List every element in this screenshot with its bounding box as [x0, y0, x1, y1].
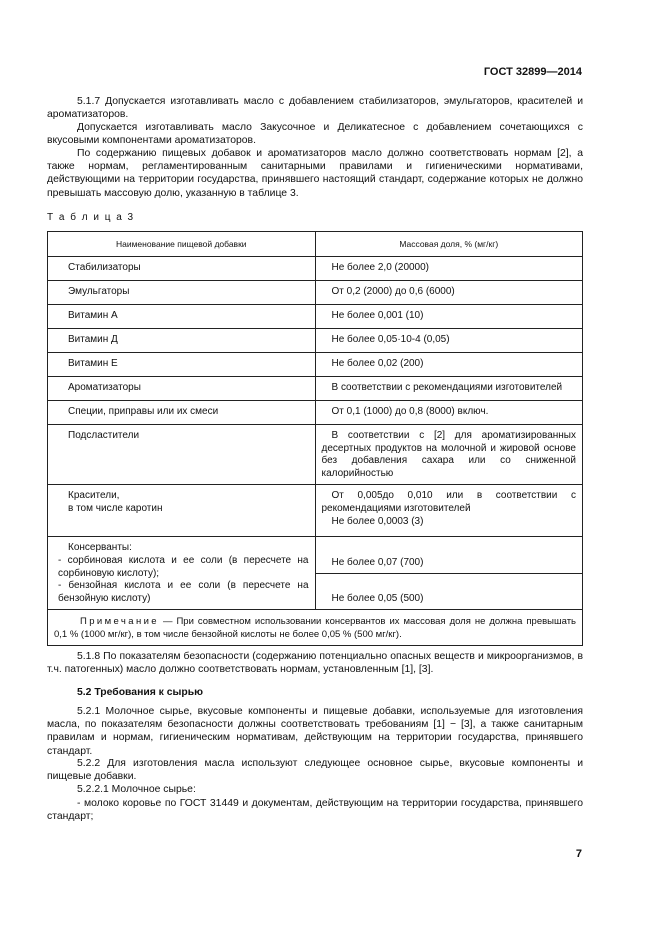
table-header-row [48, 232, 583, 257]
additive-name [48, 537, 316, 610]
additive-value: В соответствии с рекомендациями изготовителей [315, 377, 583, 401]
table-row [48, 257, 583, 281]
carotene-value: Не более 0,0003 (3) [331, 515, 424, 527]
colorants-value: От 0,005до 0,010 или в соответствии с рекомендациями изготовителей [321, 490, 576, 514]
additive-value: Не более 2,0 (20000) [315, 257, 583, 281]
carotene-label: в том числе каротин [68, 502, 163, 514]
table-row-colorants [48, 485, 583, 537]
paragraph-5-1-8: 5.1.8 По показателям безопасности (содержанию потенциально опасных веществ и микроорганизмов, в т.ч. патогенных) масло должно соответствовать нормам, установленным [1], [3]. [47, 651, 583, 676]
additives-table [47, 231, 583, 646]
benzoic-acid-value: Не более 0,05 (500) [315, 574, 583, 610]
additive-name: Витамин А [48, 305, 316, 329]
table-row [48, 401, 583, 425]
table-note-row [48, 610, 583, 646]
table-row [48, 377, 583, 401]
table-row [48, 329, 583, 353]
additive-name [48, 485, 316, 537]
additive-value: Не более 0,05·10-4 (0,05) [315, 329, 583, 353]
document-header: ГОСТ 32899—2014 [483, 66, 582, 78]
table-row [48, 353, 583, 377]
additive-name: Специи, приправы или их смеси [48, 401, 316, 425]
paragraph-5-2-2-1-item: - молоко коровье по ГОСТ 31449 и документам, действующим на территории государства, принявшего стандарт; [47, 798, 583, 823]
additive-value: От 0,2 (2000) до 0,6 (6000) [315, 281, 583, 305]
table-row [48, 281, 583, 305]
additive-name: Витамин Д [48, 329, 316, 353]
colorants-label: Красители, [68, 490, 120, 502]
col-header-additive: Наименование пищевой добавки [48, 232, 316, 257]
paragraph-5-2-2-1: 5.2.2.1 Молочное сырье: [77, 784, 196, 795]
sorbic-acid-label: - сорбиновая кислота и ее соли (в пересчете на сорбиновую кислоту); [58, 554, 309, 579]
paragraph-5-2-2: 5.2.2 Для изготовления масла используют следующее основное сырье, вкусовые компоненты и пищевые добавки. [47, 758, 583, 783]
table-note [48, 610, 583, 646]
table-row [48, 305, 583, 329]
preservatives-label: Консерванты: [68, 542, 132, 554]
paragraph-5-1-7-c: По содержанию пищевых добавок и ароматизаторов масло должно соответствовать нормам [2], а также нормам, регламентированным санитарными правилами и гигиеническими нормативами, действующими на территории государства, принявшего настоящий стандарт, содержание которых не должно превышать массовую долю, указанную в таблице 3. [47, 148, 583, 199]
additive-value: В соответствии с [2] для ароматизированных десертных продуктов на молочной и жировой основе без добавления сахара или со сниженной калорийностью [315, 425, 583, 485]
paragraph-5-2-1: 5.2.1 Молочное сырье, вкусовые компоненты и пищевые добавки, используемые для изготовления масла, по показателям безопасности должны соответствовать требованиям [1] − [3], а также санитарным правилам и нормам, гигиеническим нормативам, действующим на территории государства, принявшего стандарт. [47, 706, 583, 757]
additive-name: Стабилизаторы [48, 257, 316, 281]
additive-name: Подсластители [48, 425, 316, 485]
note-text: — При совместном использовании консервантов их массовая доля не должна превышать 0,1 % (1000 мг/кг), в том числе бензойной кислоты не более 0,05 % (500 мг/кг). [54, 616, 576, 640]
additive-value: Не более 0,02 (200) [315, 353, 583, 377]
table-caption: Т а б л и ц а 3 [47, 212, 135, 223]
note-label: Примечание [80, 616, 159, 628]
additive-name: Эмульгаторы [48, 281, 316, 305]
page-number: 7 [575, 848, 582, 860]
table-row-preservatives-sorbic [48, 537, 583, 574]
additive-value [315, 485, 583, 537]
additive-name: Ароматизаторы [48, 377, 316, 401]
additive-value: Не более 0,001 (10) [315, 305, 583, 329]
section-heading-5-2: 5.2 Требования к сырью [77, 687, 204, 698]
benzoic-acid-label: - бензойная кислота и ее соли (в пересчете на бензойную кислоту) [58, 580, 309, 604]
additive-name: Витамин Е [48, 353, 316, 377]
paragraph-5-1-7-b: Допускается изготавливать масло Закусочное и Деликатесное с добавлением сочетающихся с вкусовыми компонентами ароматизаторов. [47, 122, 583, 147]
paragraph-5-1-7: 5.1.7 Допускается изготавливать масло с добавлением стабилизаторов, эмульгаторов, красителей и ароматизаторов. [47, 96, 583, 121]
additive-value: От 0,1 (1000) до 0,8 (8000) включ. [315, 401, 583, 425]
col-header-mass-fraction: Массовая доля, % (мг/кг) [315, 232, 583, 257]
table-row-sweeteners [48, 425, 583, 485]
sorbic-acid-value: Не более 0,07 (700) [315, 537, 583, 574]
